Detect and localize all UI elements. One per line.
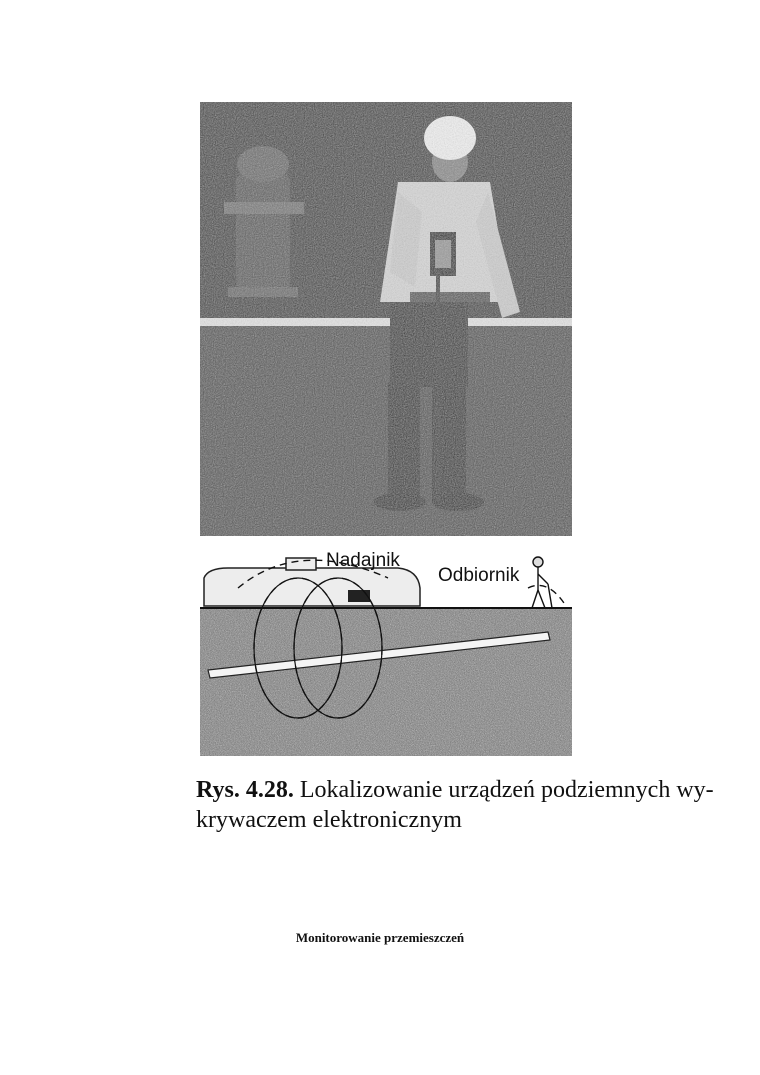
caption-line-1: Lokalizowanie urządzeń podziemnych wy- <box>299 777 714 803</box>
label-transmitter: Nadajnik <box>326 550 400 571</box>
page-footer: Monitorowanie przemieszczeń <box>295 930 465 945</box>
figure-diagram-locating-pipe <box>198 548 574 756</box>
photo-illustration <box>200 102 572 536</box>
figure-photo-worker-with-detector <box>200 102 572 536</box>
figure-number: Rys. 4.28. <box>196 777 294 803</box>
caption-line-2: krywaczem elektronicznym <box>196 807 462 833</box>
label-receiver: Odbiornik <box>438 565 520 586</box>
figure-caption <box>196 775 716 835</box>
